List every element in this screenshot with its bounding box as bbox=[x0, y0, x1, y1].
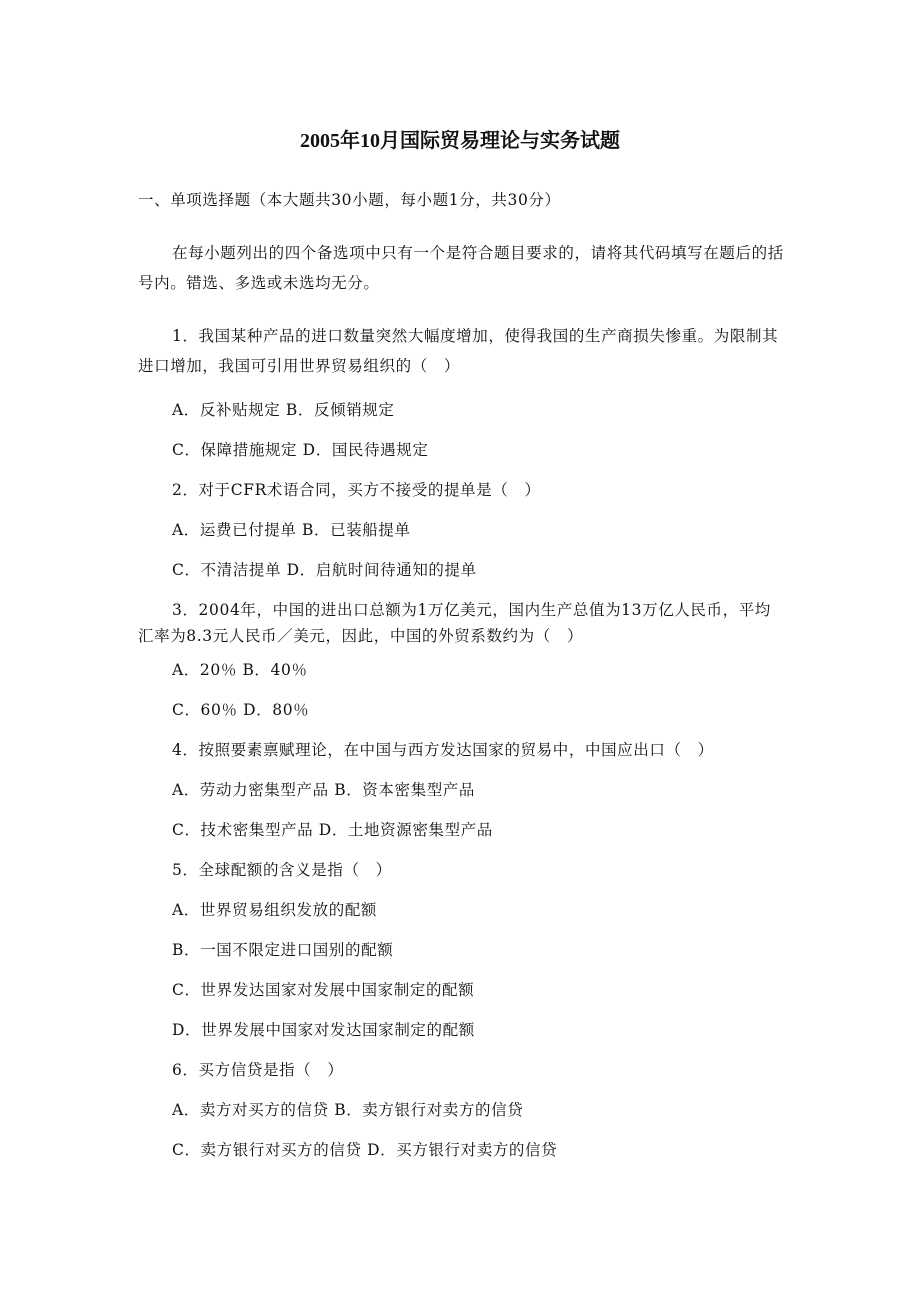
question-stem: 1．我国某种产品的进口数量突然大幅度增加，使得我国的生产商损失惨重。为限制其 bbox=[172, 327, 779, 345]
question-options: C．世界发达国家对发展中国家制定的配额 bbox=[172, 981, 475, 999]
question-options: C．不清洁提单 D．启航时间待通知的提单 bbox=[172, 561, 477, 579]
question-options: D．世界发展中国家对发达国家制定的配额 bbox=[172, 1021, 475, 1039]
page-title: 2005年10月国际贸易理论与实务试题 bbox=[300, 130, 620, 152]
question-stem: 5．全球配额的含义是指（ ） bbox=[172, 861, 392, 879]
question-stem: 6．买方信贷是指（ ） bbox=[172, 1061, 344, 1079]
question-options: C．保障措施规定 D．国民待遇规定 bbox=[172, 441, 429, 459]
question-options: A．劳动力密集型产品 B．资本密集型产品 bbox=[172, 781, 476, 799]
question-options: C．卖方银行对买方的信贷 D．买方银行对卖方的信贷 bbox=[172, 1141, 558, 1159]
question-stem: 汇率为8.3元人民币／美元，因此，中国的外贸系数约为（ ） bbox=[138, 627, 584, 645]
question-stem: 4．按照要素禀赋理论，在中国与西方发达国家的贸易中，中国应出口（ ） bbox=[172, 741, 714, 759]
question-options: A．世界贸易组织发放的配额 bbox=[172, 901, 377, 919]
question-options: A．运费已付提单 B．已装船提单 bbox=[172, 521, 411, 539]
question-stem: 进口增加，我国可引用世界贸易组织的（ ） bbox=[138, 357, 461, 375]
question-options: A．卖方对买方的信贷 B．卖方银行对卖方的信贷 bbox=[172, 1101, 524, 1119]
question-options: A．反补贴规定 B．反倾销规定 bbox=[172, 401, 395, 419]
question-options: C．技术密集型产品 D．土地资源密集型产品 bbox=[172, 821, 493, 839]
question-options: C．60％ D．80％ bbox=[172, 701, 310, 719]
question-stem: 2．对于CFR术语合同，买方不接受的提单是（ ） bbox=[172, 481, 541, 499]
instructions-line: 在每小题列出的四个备选项中只有一个是符合题目要求的，请将其代码填写在题后的括 bbox=[172, 244, 784, 262]
instructions-line: 号内。错选、多选或未选均无分。 bbox=[138, 274, 380, 292]
question-options: A．20％ B．40％ bbox=[172, 661, 308, 679]
section-heading: 一、单项选择题（本大题共30小题，每小题1分，共30分） bbox=[138, 191, 561, 209]
question-options: B．一国不限定进口国别的配额 bbox=[172, 941, 394, 959]
question-stem: 3．2004年，中国的进出口总额为1万亿美元，国内生产总值为13万亿人民币，平均 bbox=[172, 601, 771, 619]
